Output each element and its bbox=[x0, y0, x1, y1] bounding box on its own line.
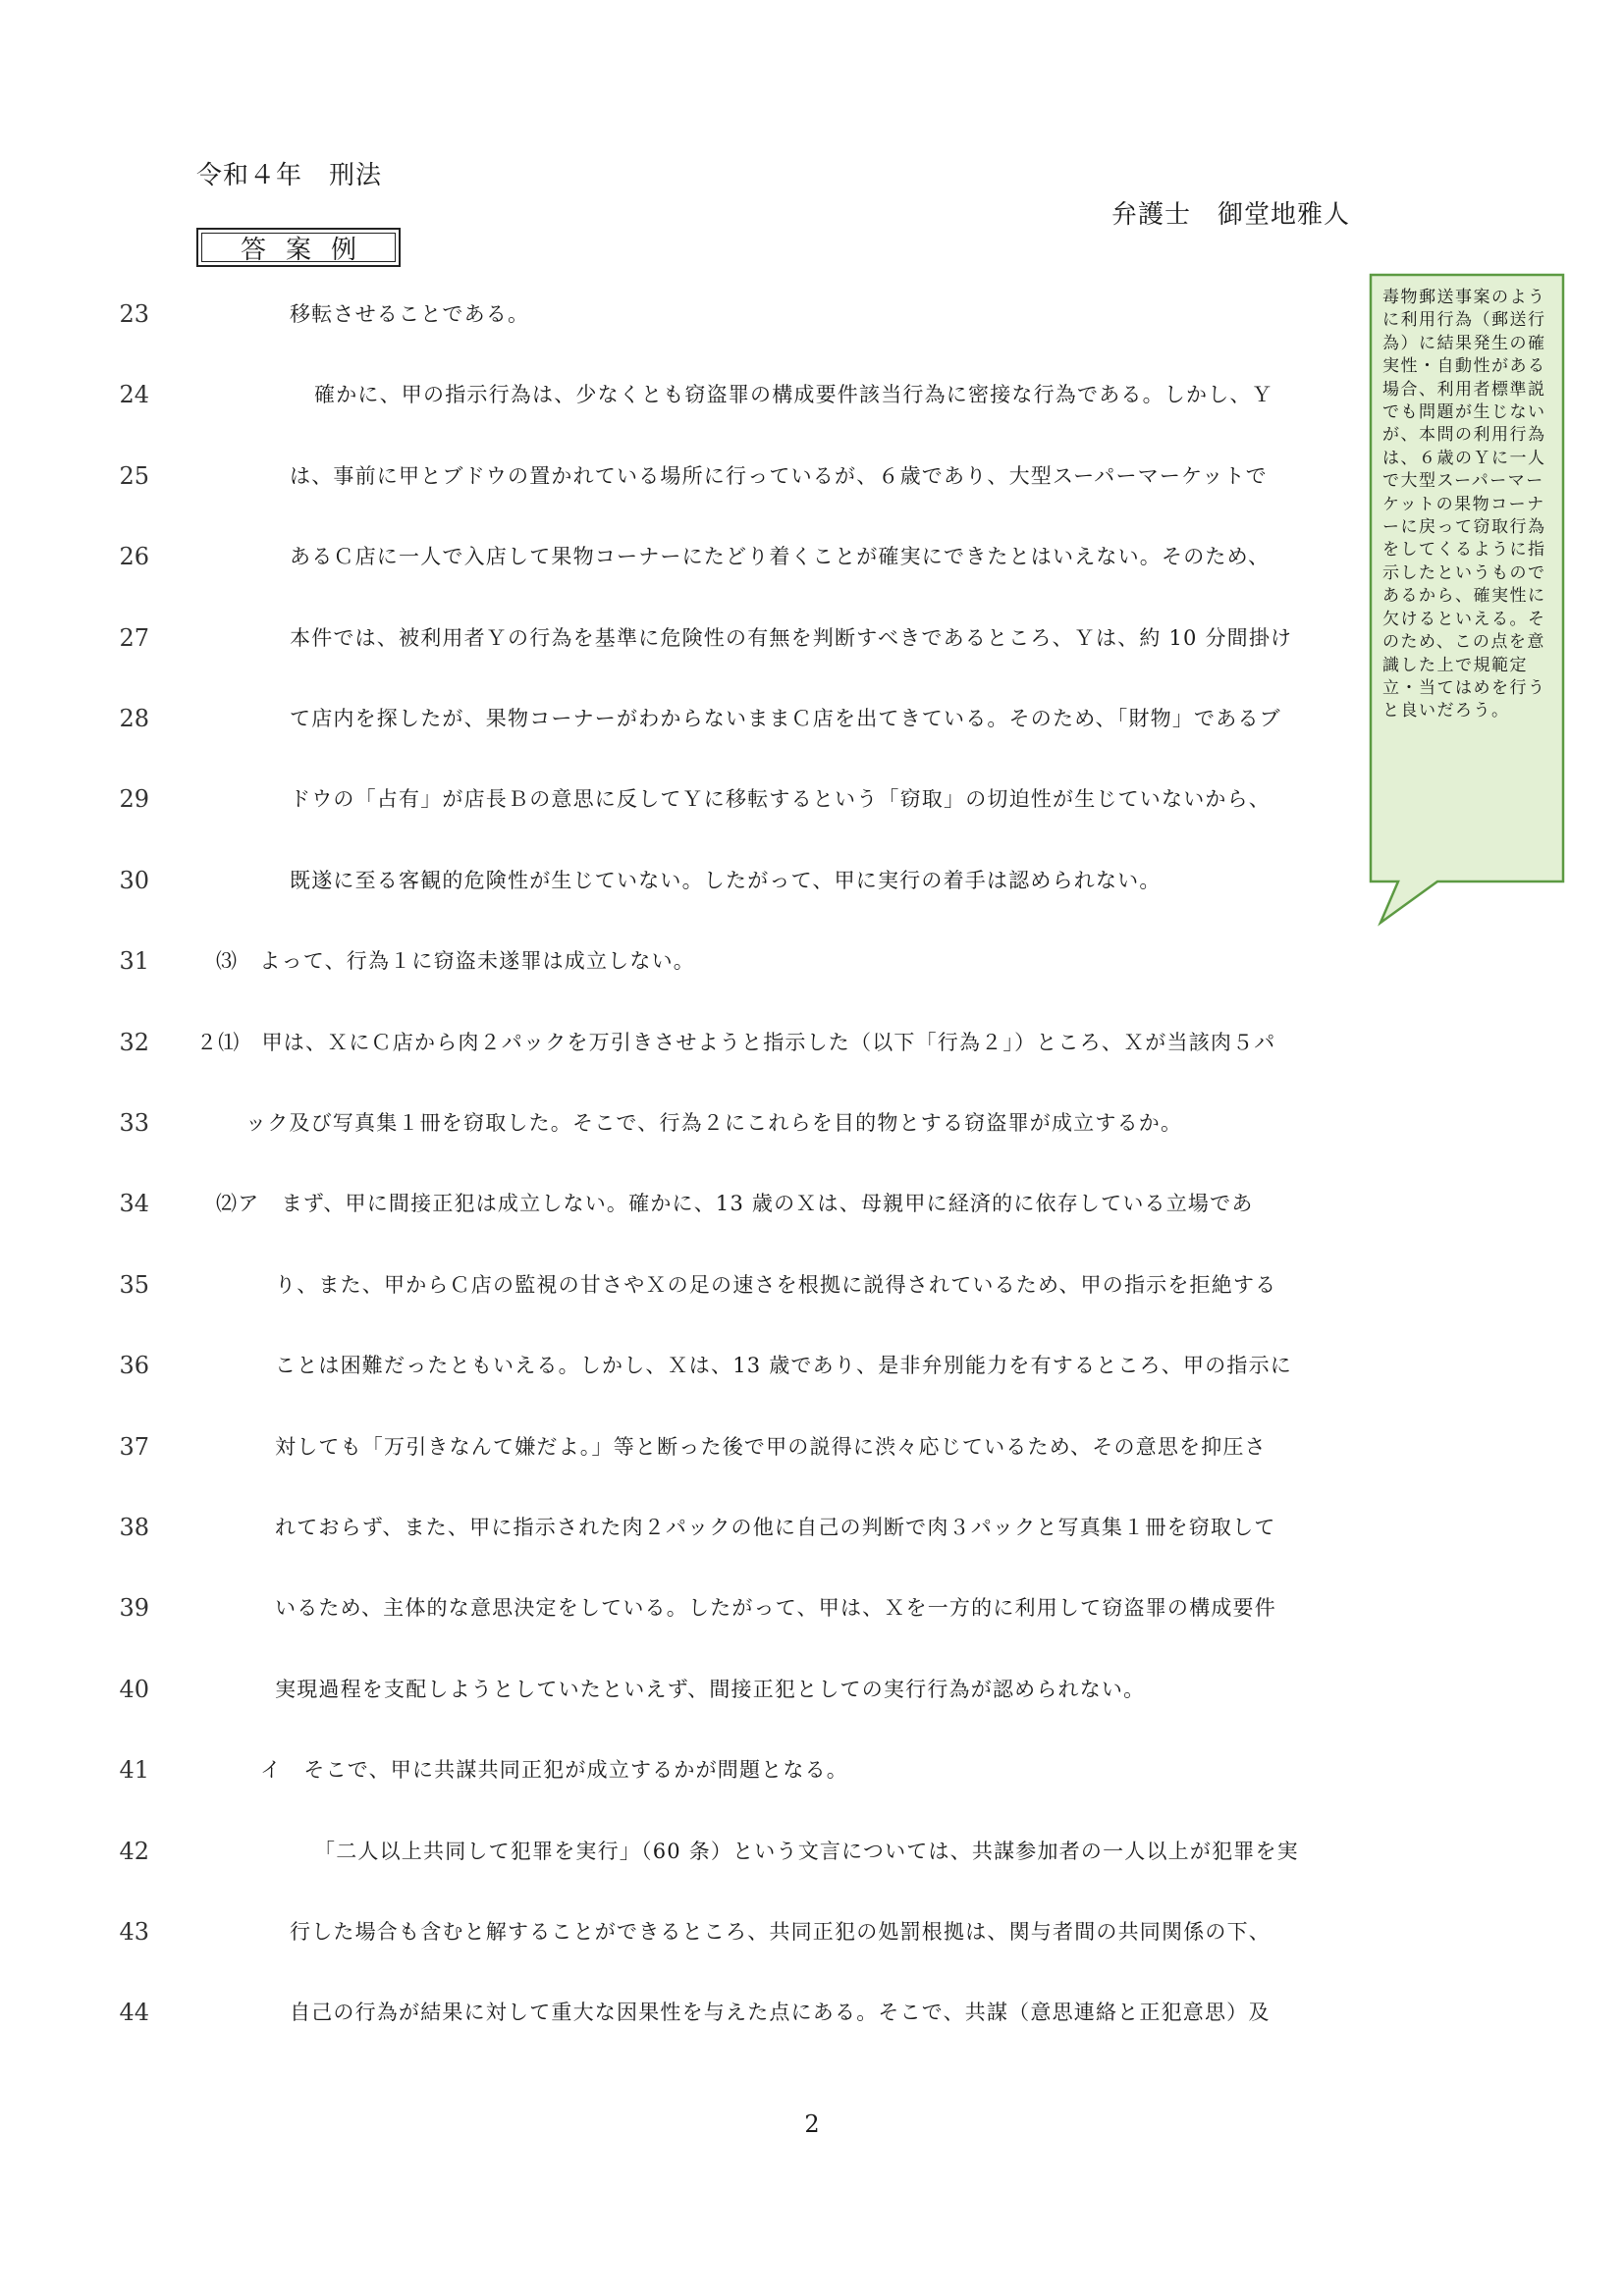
line-number: 27 bbox=[119, 623, 149, 652]
line-number: 30 bbox=[119, 866, 149, 894]
line-text: 「二人以上共同して犯罪を実行」（60 条）という文言については、共謀参加者の一人以上が犯罪を実 bbox=[314, 1839, 1299, 1863]
line-number: 23 bbox=[119, 300, 149, 328]
line-number: 41 bbox=[119, 1756, 149, 1785]
line-text: は、事前に甲とブドウの置かれている場所に行っているが、６歳であり、大型スーパーマーケットで bbox=[290, 463, 1268, 488]
line-number: 44 bbox=[119, 1999, 149, 2027]
line-text: あるＣ店に一人で入店して果物コーナーにたどり着くことが確実にできたとはいえない。そのため、 bbox=[290, 545, 1271, 569]
line-text: ドウの「占有」が店長Ｂの意思に反してＹに移転するという「窃取」の切迫性が生じていないから、 bbox=[290, 787, 1271, 812]
text-line bbox=[0, 1670, 1624, 1709]
line-text: ⑵ア まず、甲に間接正犯は成立しない。確かに、13 歳のＸは、母親甲に経済的に依存している立場であ bbox=[216, 1192, 1254, 1216]
line-text: ⑶ よって、行為１に窃盗未遂罪は成立しない。 bbox=[216, 949, 695, 974]
line-number: 40 bbox=[119, 1675, 149, 1703]
line-text: 対しても「万引きなんて嫌だよ。」等と断った後で甲の説得に渋々応じているため、その意思を抑圧さ bbox=[275, 1434, 1267, 1459]
author-name: 弁護士 御堂地雅人 bbox=[1111, 200, 1351, 230]
text-line bbox=[0, 941, 1624, 981]
text-line bbox=[0, 1912, 1624, 1951]
text-line bbox=[0, 1993, 1624, 2032]
comment-text: 毒物郵送事案のように利用行為（郵送行為）に結果発生の確実性・自動性がある場合、利用者標準説でも問題が生じないが、本問の利用行為は、６歳のＹに一人で大型スーパーマーケットの果物コーナーに戻って窃取行為をしてくるように指示したというものであるから、確実性に欠けるといえる。そのため、この点を意識した上で規範定立・当てはめを行うと良いだろう。 bbox=[1382, 288, 1546, 721]
line-text: ２⑴ 甲は、ＸにＣ店から肉２パックを万引きさせようと指示した（以下「行為２」）ところ、Ｘが当該肉５パ bbox=[196, 1030, 1276, 1054]
line-number: 29 bbox=[119, 785, 149, 814]
line-number: 26 bbox=[119, 543, 149, 571]
line-text: れておらず、また、甲に指示された肉２パックの他に自己の判断で肉３パックと写真集１冊を窃取して bbox=[275, 1516, 1276, 1539]
line-text: 移転させることである。 bbox=[290, 302, 530, 326]
text-line bbox=[0, 1508, 1624, 1547]
line-text: て店内を探したが、果物コーナーがわからないままＣ店を出てきている。そのため、「財物」であるブ bbox=[290, 707, 1281, 730]
line-number: 35 bbox=[119, 1270, 149, 1299]
text-line bbox=[0, 1346, 1624, 1385]
margin-comment bbox=[1369, 273, 1565, 881]
text-line bbox=[0, 1832, 1624, 1871]
answer-example-box bbox=[196, 228, 401, 267]
text-line bbox=[0, 1265, 1624, 1305]
line-number: 34 bbox=[119, 1190, 149, 1218]
line-number: 31 bbox=[119, 947, 149, 976]
text-line bbox=[0, 1750, 1624, 1789]
line-number: 28 bbox=[119, 705, 149, 732]
line-number: 33 bbox=[119, 1109, 149, 1137]
line-number: 38 bbox=[119, 1514, 149, 1541]
line-text: り、また、甲からＣ店の監視の甘さやＸの足の速さを根拠に説得されているため、甲の指示を拒絶する bbox=[275, 1272, 1277, 1297]
text-line bbox=[0, 1427, 1624, 1467]
line-text: ことは困難だったともいえる。しかし、Ｘは、13 歳であり、是非弁別能力を有するところ、甲の指示に bbox=[275, 1354, 1292, 1378]
line-text: 確かに、甲の指示行為は、少なくとも窃盗罪の構成要件該当行為に密接な行為である。しかし、Ｙ bbox=[314, 383, 1273, 407]
line-text: ック及び写真集１冊を窃取した。そこで、行為２にこれらを目的物とする窃盗罪が成立するか。 bbox=[245, 1111, 1183, 1135]
line-number: 24 bbox=[119, 381, 149, 409]
text-line bbox=[0, 1588, 1624, 1628]
line-number: 43 bbox=[119, 1918, 149, 1946]
text-line bbox=[0, 1184, 1624, 1223]
line-number: 36 bbox=[119, 1352, 149, 1380]
line-text: 既遂に至る客観的危険性が生じていない。したがって、甲に実行の着手は認められない。 bbox=[290, 868, 1162, 892]
line-number: 39 bbox=[119, 1594, 149, 1623]
line-text: いるため、主体的な意思決定をしている。したがって、甲は、Ｘを一方的に利用して窃盗罪の構成要件 bbox=[275, 1596, 1276, 1621]
line-number: 25 bbox=[119, 461, 149, 490]
text-line bbox=[0, 1023, 1624, 1062]
text-line bbox=[0, 1103, 1624, 1143]
document-title: 令和４年 刑法 bbox=[196, 161, 383, 190]
line-text: 本件では、被利用者Ｙの行為を基準に危険性の有無を判断すべきであるところ、Ｙは、約 10 分間掛け bbox=[290, 625, 1293, 650]
line-number: 37 bbox=[119, 1432, 149, 1461]
line-number: 32 bbox=[119, 1028, 149, 1056]
line-number: 42 bbox=[119, 1837, 149, 1865]
line-text: イ そこで、甲に共謀共同正犯が成立するかが問題となる。 bbox=[260, 1758, 848, 1783]
line-text: 行した場合も含むと解することができるところ、共同正犯の処罰根拠は、関与者間の共同関係の下、 bbox=[290, 1920, 1271, 1944]
answer-example-label: 答案例 bbox=[201, 233, 396, 262]
page-number: 2 bbox=[804, 2110, 820, 2138]
line-text: 自己の行為が結果に対して重大な因果性を与えた点にある。そこで、共謀（意思連絡と正犯意思）及 bbox=[290, 2001, 1271, 2025]
line-text: 実現過程を支配しようとしていたといえず、間接正犯としての実行行為が認められない。 bbox=[275, 1677, 1146, 1701]
